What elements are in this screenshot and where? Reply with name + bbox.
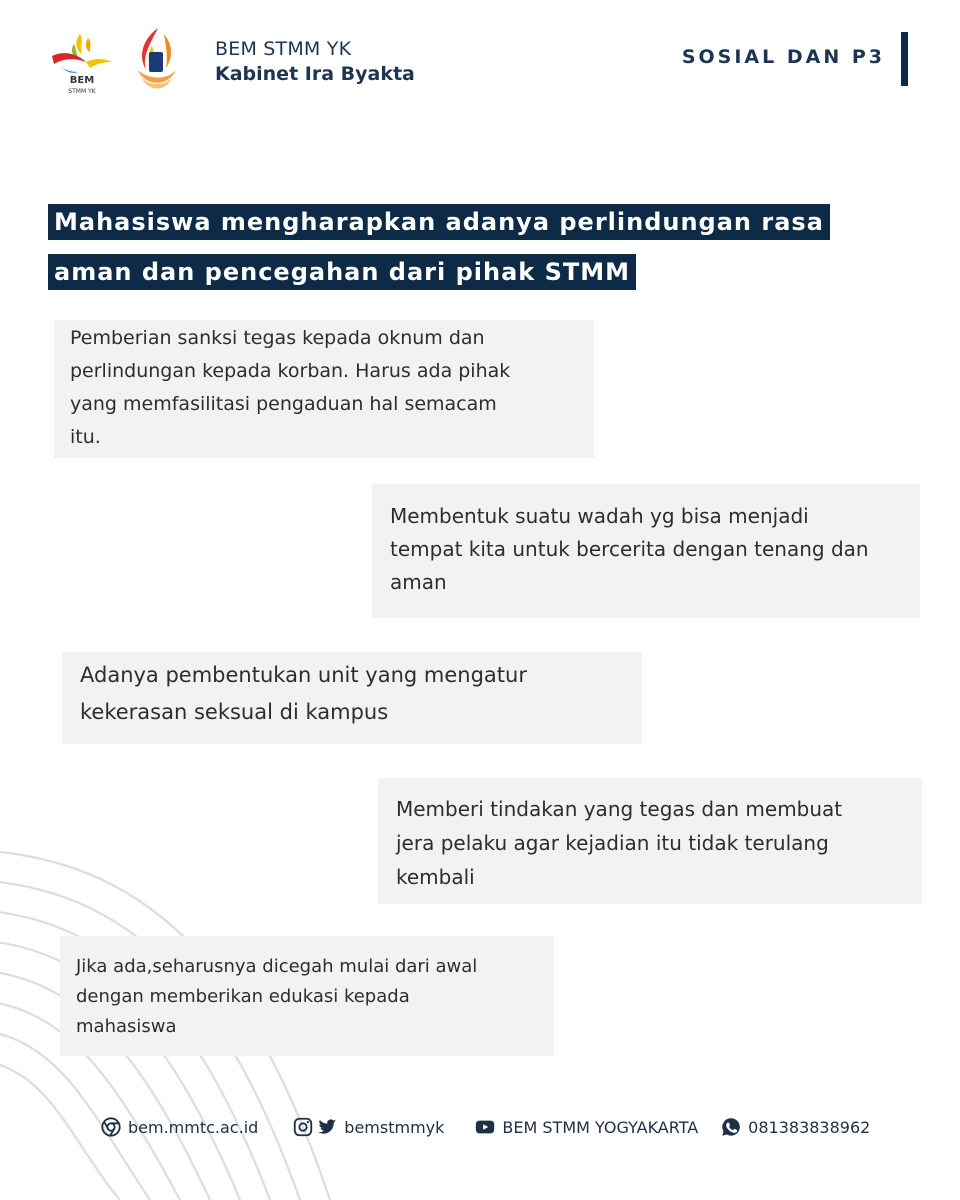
header <box>0 0 960 120</box>
footer-whatsapp[interactable] <box>720 1116 870 1138</box>
bem-logo <box>50 28 114 98</box>
footer <box>100 1114 870 1140</box>
youtube-icon <box>474 1116 496 1138</box>
response-text: Adanya pembentukan unit yang mengatur kekerasan seksual di kampus <box>80 663 527 724</box>
web-icon <box>100 1116 122 1138</box>
response-card <box>62 652 642 744</box>
footer-website[interactable] <box>100 1116 258 1138</box>
headline-line-1: Mahasiswa mengharapkan adanya perlindungan rasa <box>48 204 830 240</box>
response-card <box>54 320 594 458</box>
website-text: bem.mmtc.ac.id <box>128 1117 259 1137</box>
section-bar <box>901 32 908 86</box>
response-card <box>378 778 922 904</box>
svg-text:STMM YK: STMM YK <box>68 88 96 95</box>
social-handle-text: bemstmmyk <box>344 1117 445 1137</box>
response-text: Membentuk suatu wadah yg bisa menjadi tempat kita untuk bercerita dengan tenang dan aman <box>390 504 869 594</box>
whatsapp-icon <box>720 1116 742 1138</box>
response-card <box>372 484 920 618</box>
response-text: Jika ada,seharusnya dicegah mulai dari awal dengan memberikan edukasi kepada mahasiswa <box>76 956 478 1037</box>
cabinet-logo <box>132 26 180 96</box>
svg-text:BEM: BEM <box>69 75 95 86</box>
cabinet-name: Kabinet Ira Byakta <box>215 63 415 85</box>
response-card <box>60 936 554 1056</box>
org-name: BEM STMM YK <box>215 38 352 60</box>
response-text: Pemberian sanksi tegas kepada oknum dan perlindungan kepada korban. Harus ada pihak yang memfasilitasi pengaduan hal semacam itu. <box>70 327 511 448</box>
instagram-icon <box>292 1116 314 1138</box>
headline-line-2: aman dan pencegahan dari pihak STMM <box>48 254 636 290</box>
response-text: Memberi tindakan yang tegas dan membuat jera pelaku agar kejadian itu tidak terulang kembali <box>396 797 843 889</box>
footer-youtube[interactable] <box>474 1116 698 1138</box>
youtube-text: BEM STMM YOGYAKARTA <box>502 1117 699 1137</box>
headline <box>48 204 830 290</box>
twitter-icon <box>316 1116 338 1138</box>
brand-block <box>215 38 415 85</box>
footer-social[interactable] <box>292 1116 444 1138</box>
section-label: SOSIAL DAN P3 <box>681 46 885 68</box>
whatsapp-text: 081383838962 <box>748 1117 871 1137</box>
